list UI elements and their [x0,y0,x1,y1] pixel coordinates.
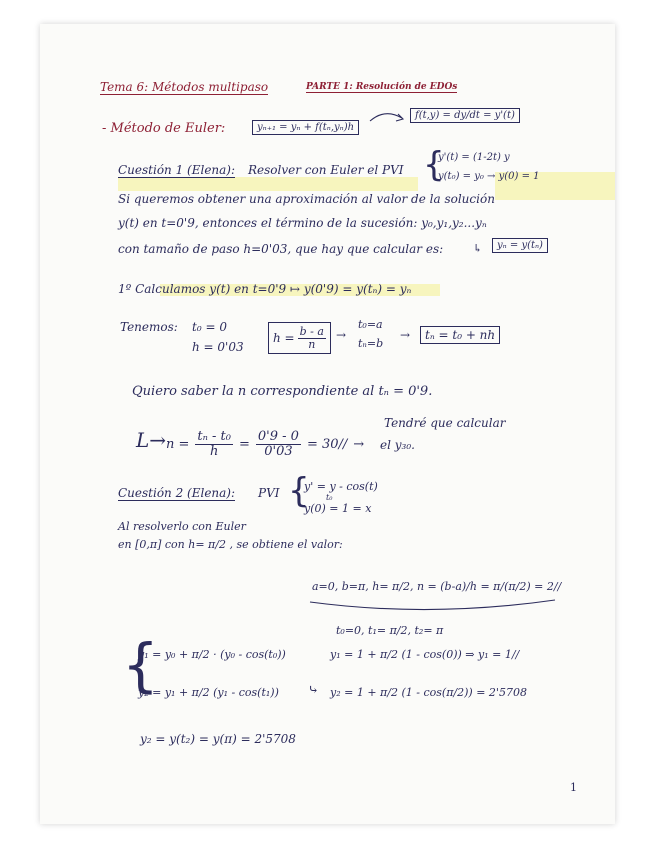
final-result: y₂ = y(t₂) = y(π) = 2'5708 [140,732,296,746]
question-1-text: y(t) en t=0'9, entonces el término de la sucesión: y₀,y₁,y₂...yₙ [118,216,487,230]
arrow-symbol: → [336,328,347,342]
pvi-2-initial-condition: y(0) = 1 = x [304,502,372,515]
n-calculation [166,430,364,458]
tn-formula-box: tₙ = t₀ + nh [420,326,500,344]
question-1-title: Cuestión 1 (Elena): [118,163,236,177]
pvi-2-equation: y' = y - cos(t) [304,480,378,493]
t0-annotation: t₀ [326,493,333,502]
euler-label: - Método de Euler: [102,121,226,136]
h-formula-numerator: b - a [299,324,324,338]
parameters-line: a=0, b=π, h= π/2, n = (b-a)/h = π/(π/2) = 2// [312,580,562,593]
ta-value: t₀=a [358,318,383,331]
euler-f-definition-box: f(t,y) = dy/dt = y'(t) [410,108,520,123]
tendre-text: Tendré que calcular [384,416,506,430]
pvi-brace: { [288,471,310,511]
page-number: 1 [570,781,577,794]
question-1-intro: Resolver con Euler el PVI [248,163,404,177]
question-1-text: con tamaño de paso h=0'03, que hay que calcular es: [118,242,444,256]
pvi-initial-condition: y(t₀) = y₀ → y(0) = 1 [438,171,540,182]
equals-sign: = [239,436,250,452]
h-formula-denominator: n [308,337,316,351]
tenemos-label: Tenemos: [120,320,178,334]
n-denominator-1: h [210,443,219,459]
pvi-label: PVI [258,486,280,500]
euler-formula-box: yₙ₊₁ = yₙ + f(tₙ,yₙ)h [252,120,359,135]
arrow-symbol: ⤷ [308,683,319,698]
y2-formula: y₂ = y₁ + π/2 (y₁ - cos(t₁)) [138,686,279,699]
question-2-title: Cuestión 2 (Elena): [118,486,236,500]
h-formula-fraction [298,326,326,350]
n-denominator-2: 0'03 [264,443,293,459]
pvi-equation: y'(t) = (1-2t) y [438,152,510,163]
drawn-arrows [40,24,615,824]
y2-result: y₂ = 1 + π/2 (1 - cos(π/2)) = 2'5708 [330,686,527,699]
n-fraction-1 [195,430,233,458]
h-formula-lhs: h = [273,331,295,345]
n-result: = 30// [306,436,348,452]
question-2-text: Al resolverlo con Euler [118,520,246,533]
notebook-page [40,24,615,824]
section-title: PARTE 1: Resolución de EDOs [306,82,458,92]
arrow-symbol: ↳ [473,242,483,255]
question-1-text: Si queremos obtener una aproximación al valor de la solución [118,192,495,206]
page-title: Tema 6: Métodos multipaso [100,80,269,94]
step-1-text: 1º Calculamos y(t) en t=0'9 ↦ y(0'9) = y(tₙ) = yₙ [118,282,412,296]
arrow-symbol: → [400,328,411,342]
question-2-text: en [0,π] con h= π/2 , se obtiene el valor: [118,538,343,551]
t0-value: t₀ = 0 [192,320,227,334]
h-value: h = 0'03 [192,340,244,354]
n-lhs: n = [166,436,190,452]
h-formula-box [268,322,331,354]
n-fraction-2 [256,430,301,458]
n-numerator-2: 0'9 - 0 [257,429,299,444]
tb-value: tₙ=b [358,337,384,350]
l-arrow: L→ [136,428,167,452]
system-brace: { [122,631,159,699]
tendre-text: el y₃₀. [380,438,415,452]
quiero-text: Quiero saber la n correspondiente al tₙ = 0'9. [132,384,433,399]
times-line: t₀=0, t₁= π/2, t₂= π [336,624,444,637]
y1-formula: y₁ = y₀ + π/2 · (y₀ - cos(t₀)) [138,648,286,661]
pvi-brace: { [423,145,445,185]
n-numerator-1: tₙ - t₀ [197,429,231,444]
yn-result-box: yₙ = y(tₙ) [492,238,548,253]
y1-result: y₁ = 1 + π/2 (1 - cos(0)) ⇒ y₁ = 1// [330,648,520,661]
arrow-symbol: → [353,436,365,452]
